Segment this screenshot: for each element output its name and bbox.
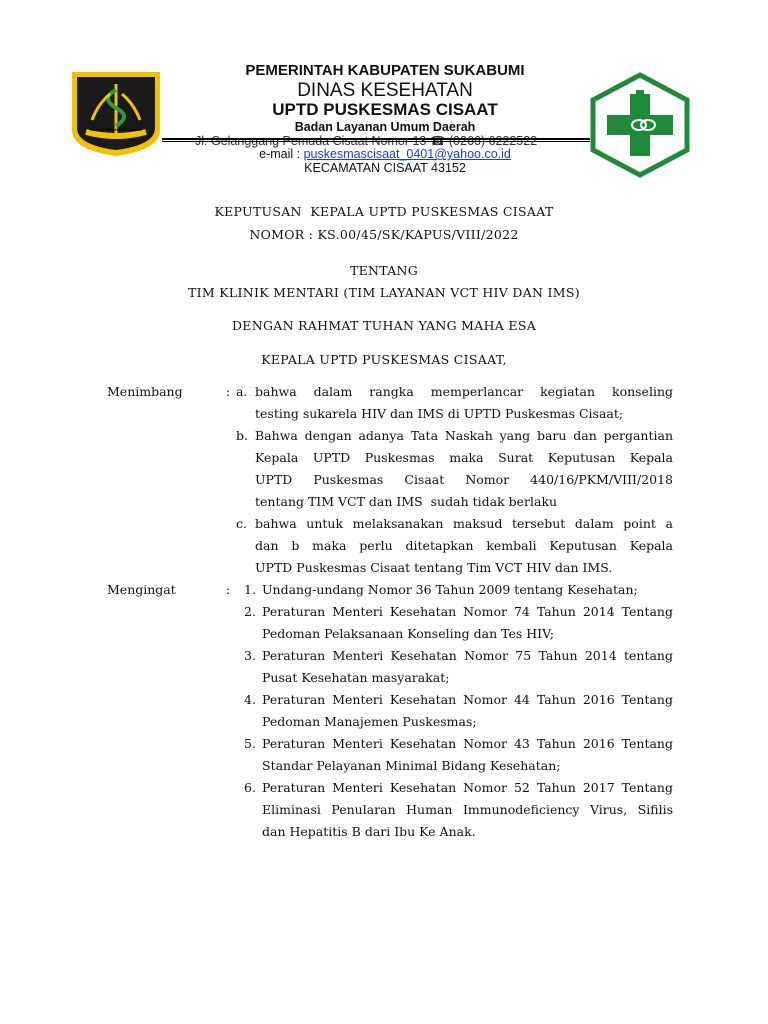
mengingat-4-line2: Pedoman Manajemen Puskesmas; [262, 714, 477, 729]
header-district: KECAMATAN CISAAT 43152 [304, 161, 466, 175]
mengingat-2-line1: Peraturan Menteri Kesehatan Nomor 74 Tahun 2014 Tentang [262, 604, 673, 619]
mengingat-6-line2: Eliminasi Penularan Human Immunodeficiency Virus, Sifilis [262, 802, 673, 817]
menimbang-b-line1: Bahwa dengan adanya Tata Naskah yang baru dan pergantian [255, 428, 673, 443]
menimbang-a-line2: testing sukarela HIV dan IMS di UPTD Puskesmas Cisaat; [255, 406, 624, 421]
menimbang-c-line1: bahwa untuk melaksanakan maksud tersebut dalam point a [255, 516, 673, 531]
mengingat-4-line1: Peraturan Menteri Kesehatan Nomor 44 Tahun 2016 Tentang [262, 692, 673, 707]
menimbang-marker-a: a. [236, 384, 248, 399]
mengingat-marker-1: 1. [244, 582, 256, 597]
mengingat-marker-4: 4. [244, 692, 256, 707]
mengingat-1-line1: Undang-undang Nomor 36 Tahun 2009 tentang Kesehatan; [262, 582, 638, 597]
email-label: e-mail : [259, 147, 304, 161]
header-rule-thin [162, 141, 590, 142]
mengingat-marker-6: 6. [244, 780, 256, 795]
menimbang-marker-c: c. [236, 516, 247, 531]
mengingat-5-line2: Standar Pelayanan Minimal Bidang Kesehatan; [262, 758, 561, 773]
menimbang-c-line2: dan b maka perlu ditetapkan kembali Keputusan Kepala [255, 538, 673, 553]
decree-number: NOMOR : KS.00/45/SK/KAPUS/VIII/2022 [249, 227, 519, 242]
header-government: PEMERINTAH KABUPATEN SUKABUMI [245, 62, 525, 79]
header-unit: UPTD PUSKESMAS CISAAT [272, 100, 498, 119]
mengingat-label: Mengingat [107, 582, 176, 597]
header-blud: Badan Layanan Umum Daerah [294, 120, 476, 134]
menimbang-a-line1: bahwa dalam rangka memperlancar kegiatan konseling [255, 384, 673, 399]
about-subject: TIM KLINIK MENTARI (TIM LAYANAN VCT HIV DAN IMS) [188, 285, 580, 300]
menimbang-b-line3: UPTD Puskesmas Cisaat Nomor 440/16/PKM/VIII/2018 [255, 472, 673, 487]
mengingat-marker-2: 2. [244, 604, 256, 619]
invocation: DENGAN RAHMAT TUHAN YANG MAHA ESA [231, 318, 537, 333]
menimbang-marker-b: b. [236, 428, 248, 443]
menimbang-b-line2: Kepala UPTD Puskesmas maka Surat Keputusan Kepala [255, 450, 673, 465]
mengingat-3-line1: Peraturan Menteri Kesehatan Nomor 75 Tahun 2014 tentang [262, 648, 673, 663]
mengingat-2-line2: Pedoman Pelaksanaan Konseling dan Tes HIV; [262, 626, 555, 641]
official-title: KEPALA UPTD PUSKESMAS CISAAT, [261, 352, 507, 367]
menimbang-c-line3: UPTD Puskesmas Cisaat tentang Tim VCT HIV dan IMS. [255, 560, 613, 575]
menimbang-b-line4: tentang TIM VCT dan IMS sudah tidak berlaku [255, 494, 558, 509]
about-label: TENTANG [349, 263, 419, 278]
email-link[interactable]: puskesmascisaat_0401@yahoo.co.id [303, 147, 511, 161]
header-email-line [150, 147, 620, 161]
mengingat-6-line3: dan Hepatitis B dari Ibu Ke Anak. [262, 824, 476, 839]
regency-emblem-logo [70, 70, 162, 158]
mengingat-colon: : [226, 582, 231, 597]
emblem-motto: GEMAH RIPAH LOH JINAWI [89, 127, 143, 132]
mengingat-marker-3: 3. [244, 648, 256, 663]
mengingat-marker-5: 5. [244, 736, 256, 751]
mengingat-3-line2: Pusat Kesehatan masyarakat; [262, 670, 450, 685]
decree-title: KEPUTUSAN KEPALA UPTD PUSKESMAS CISAAT [214, 204, 554, 219]
mengingat-5-line1: Peraturan Menteri Kesehatan Nomor 43 Tahun 2016 Tentang [262, 736, 673, 751]
menimbang-label: Menimbang [107, 384, 183, 399]
header-agency: DINAS KESEHATAN [297, 80, 473, 101]
header-rule-thick [162, 138, 590, 140]
mengingat-6-line1: Peraturan Menteri Kesehatan Nomor 52 Tahun 2017 Tentang [262, 780, 673, 795]
menimbang-colon: : [226, 384, 231, 399]
